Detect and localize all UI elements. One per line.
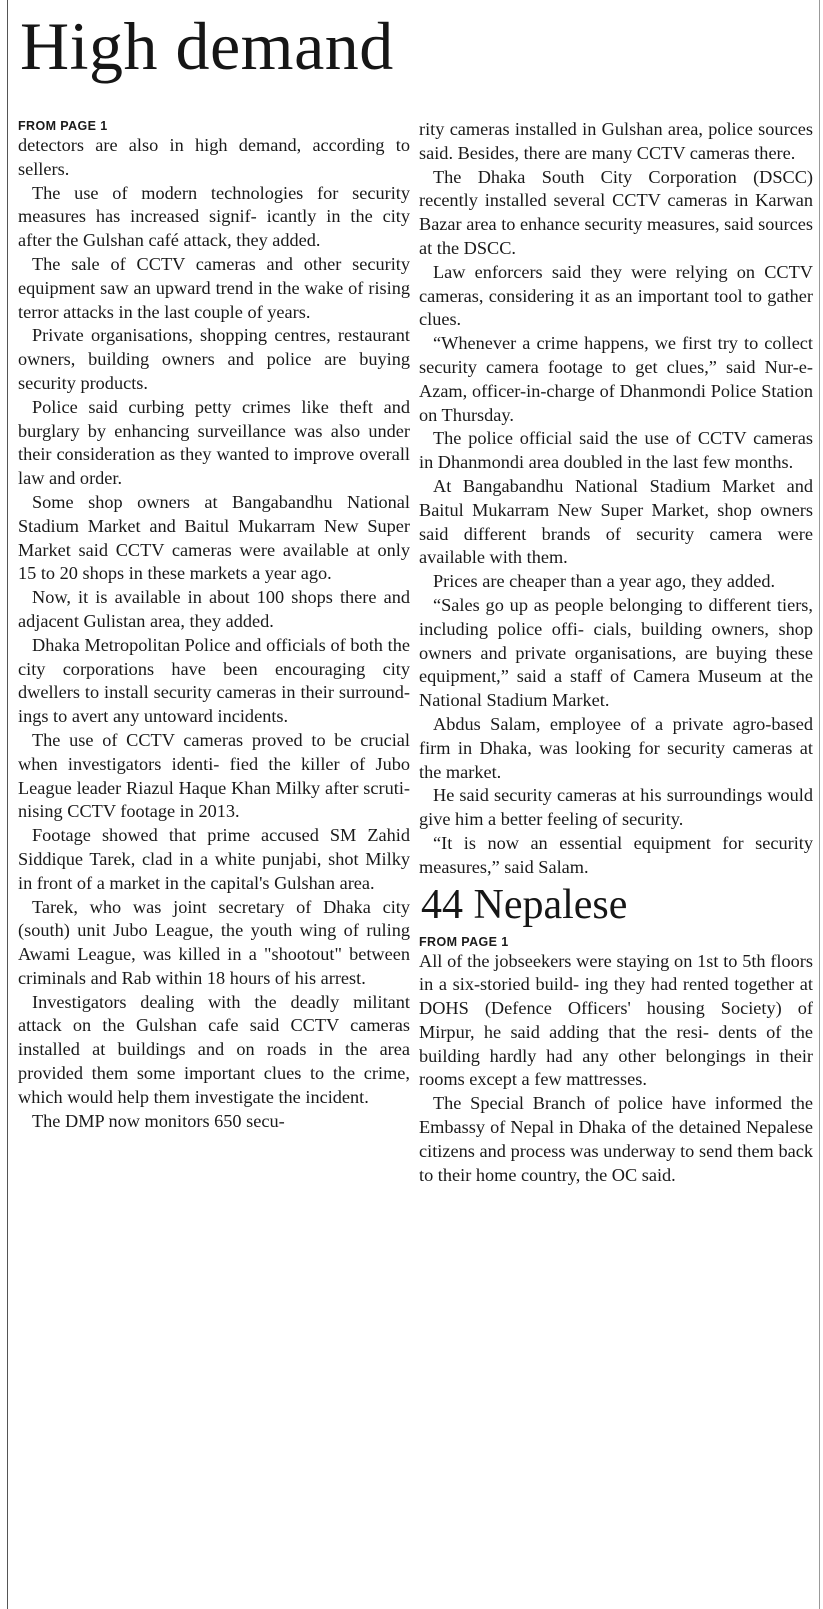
paragraph: Police said curbing petty crimes like theft and burglary by enhancing surveillance was also under their consideration as they wanted to improve overall law and order.	[18, 396, 410, 489]
paragraph: The use of CCTV cameras proved to be crucial when investigators identi- fied the killer of Jubo League leader Riazul Haque Khan Milky after scruti- nising CCTV footage in 2013.	[18, 729, 410, 822]
paragraph: The DMP now monitors 650 secu-	[32, 1110, 285, 1131]
paragraph: Private organisations, shopping centres, restaurant owners, building owners and police are buying security products.	[18, 325, 410, 393]
jump-line: FROM PAGE 1	[419, 934, 509, 949]
paragraph: Footage showed that prime accused SM Zahid Siddique Tarek, clad in a white punjabi, shot Milky in front of a market in the capital's Gulshan area.	[18, 825, 410, 893]
paragraph: The sale of CCTV cameras and other security equipment saw an upward trend in the wake of rising terror attacks in the last couple of years.	[18, 253, 410, 322]
paragraph: “Sales go up as people belonging to different tiers, including police offi- cials, building owners, shop owners and private organisations, are buying these equipment,” said a staff of Camera Museum at the National Stadium Market.	[419, 594, 813, 711]
paragraph: “Whenever a crime happens, we first try to collect security camera footage to get clues,” said Nur-e-Azam, officer-in-charge of Dhanmondi Police Station on Thursday.	[419, 333, 813, 425]
paragraph: “It is now an essential equipment for security measures,” said Salam.	[419, 832, 813, 877]
paragraph: The police official said the use of CCTV cameras in Dhanmondi area doubled in the last few months.	[419, 428, 813, 473]
second-article-headline: 44 Nepalese	[421, 881, 628, 928]
paragraph: Now, it is available in about 100 shops there and adjacent Gulistan area, they added.	[18, 587, 410, 631]
paragraph: Tarek, who was joint secretary of Dhaka city (south) unit Jubo League, the youth wing of ruling Awami League, was killed in a "shootout" between criminals and Rab within 18 hours of his arrest.	[18, 896, 410, 988]
paragraph: All of the jobseekers were staying on 1st to 5th floors in a six-storied build- ing they had rented together at DOHS (Defence Officers' housing Society) of Mirpur, he said adding that the resi- dents of the building hardly had any other belongings in their rooms except a few mattresses.	[419, 950, 813, 1090]
paragraph: Law enforcers said they were relying on CCTV cameras, considering it as an important tool to gather clues.	[419, 261, 813, 330]
page-border-right	[819, 0, 820, 1609]
paragraph: Investigators dealing with the deadly militant attack on the Gulshan cafe said CCTV cameras installed at buildings and on roads in the area provided them some important clues to the crime, which would help them investigate the incident.	[18, 991, 410, 1107]
paragraph: rity cameras installed in Gulshan area, police sources said. Besides, there are many CCTV cameras there.	[419, 119, 813, 163]
paragraph: He said security cameras at his surroundings would give him a better feeling of security.	[419, 785, 813, 830]
left-column	[18, 118, 410, 1133]
article-headline: High demand	[20, 8, 394, 84]
paragraph: Prices are cheaper than a year ago, they added.	[433, 571, 776, 592]
paragraph: The use of modern technologies for security measures has increased signif- icantly in the city after the Gulshan café attack, they added.	[18, 182, 410, 251]
paragraph: The Special Branch of police have informed the Embassy of Nepal in Dhaka of the detained Nepalese citizens and process was underway to send them back to their home country, the OC said.	[419, 1093, 813, 1185]
paragraph: Some shop owners at Bangabandhu National Stadium Market and Baitul Mukarram New Super Market said CCTV cameras were available at only 15 to 20 shops in these markets a year ago.	[18, 491, 410, 584]
paragraph: At Bangabandhu National Stadium Market and Baitul Mukarram New Super Market, shop owners said different brands of security camera were available with them.	[419, 475, 813, 568]
paragraph: The Dhaka South City Corporation (DSCC) recently installed several CCTV cameras in Karwan Bazar area to enhance security measures, said sources at the DSCC.	[419, 166, 813, 258]
right-column	[419, 118, 813, 1187]
paragraph: detectors are also in high demand, according to sellers.	[18, 135, 410, 179]
paragraph: Abdus Salam, employee of a private agro-based firm in Dhaka, was looking for security cameras at the market.	[419, 713, 813, 782]
page-border-left	[7, 0, 8, 1609]
jump-line: FROM PAGE 1	[18, 119, 108, 133]
paragraph: Dhaka Metropolitan Police and officials of both the city corporations have been encouraging city dwellers to install security cameras in their surround- ings to avert any untoward incidents.	[18, 634, 410, 727]
